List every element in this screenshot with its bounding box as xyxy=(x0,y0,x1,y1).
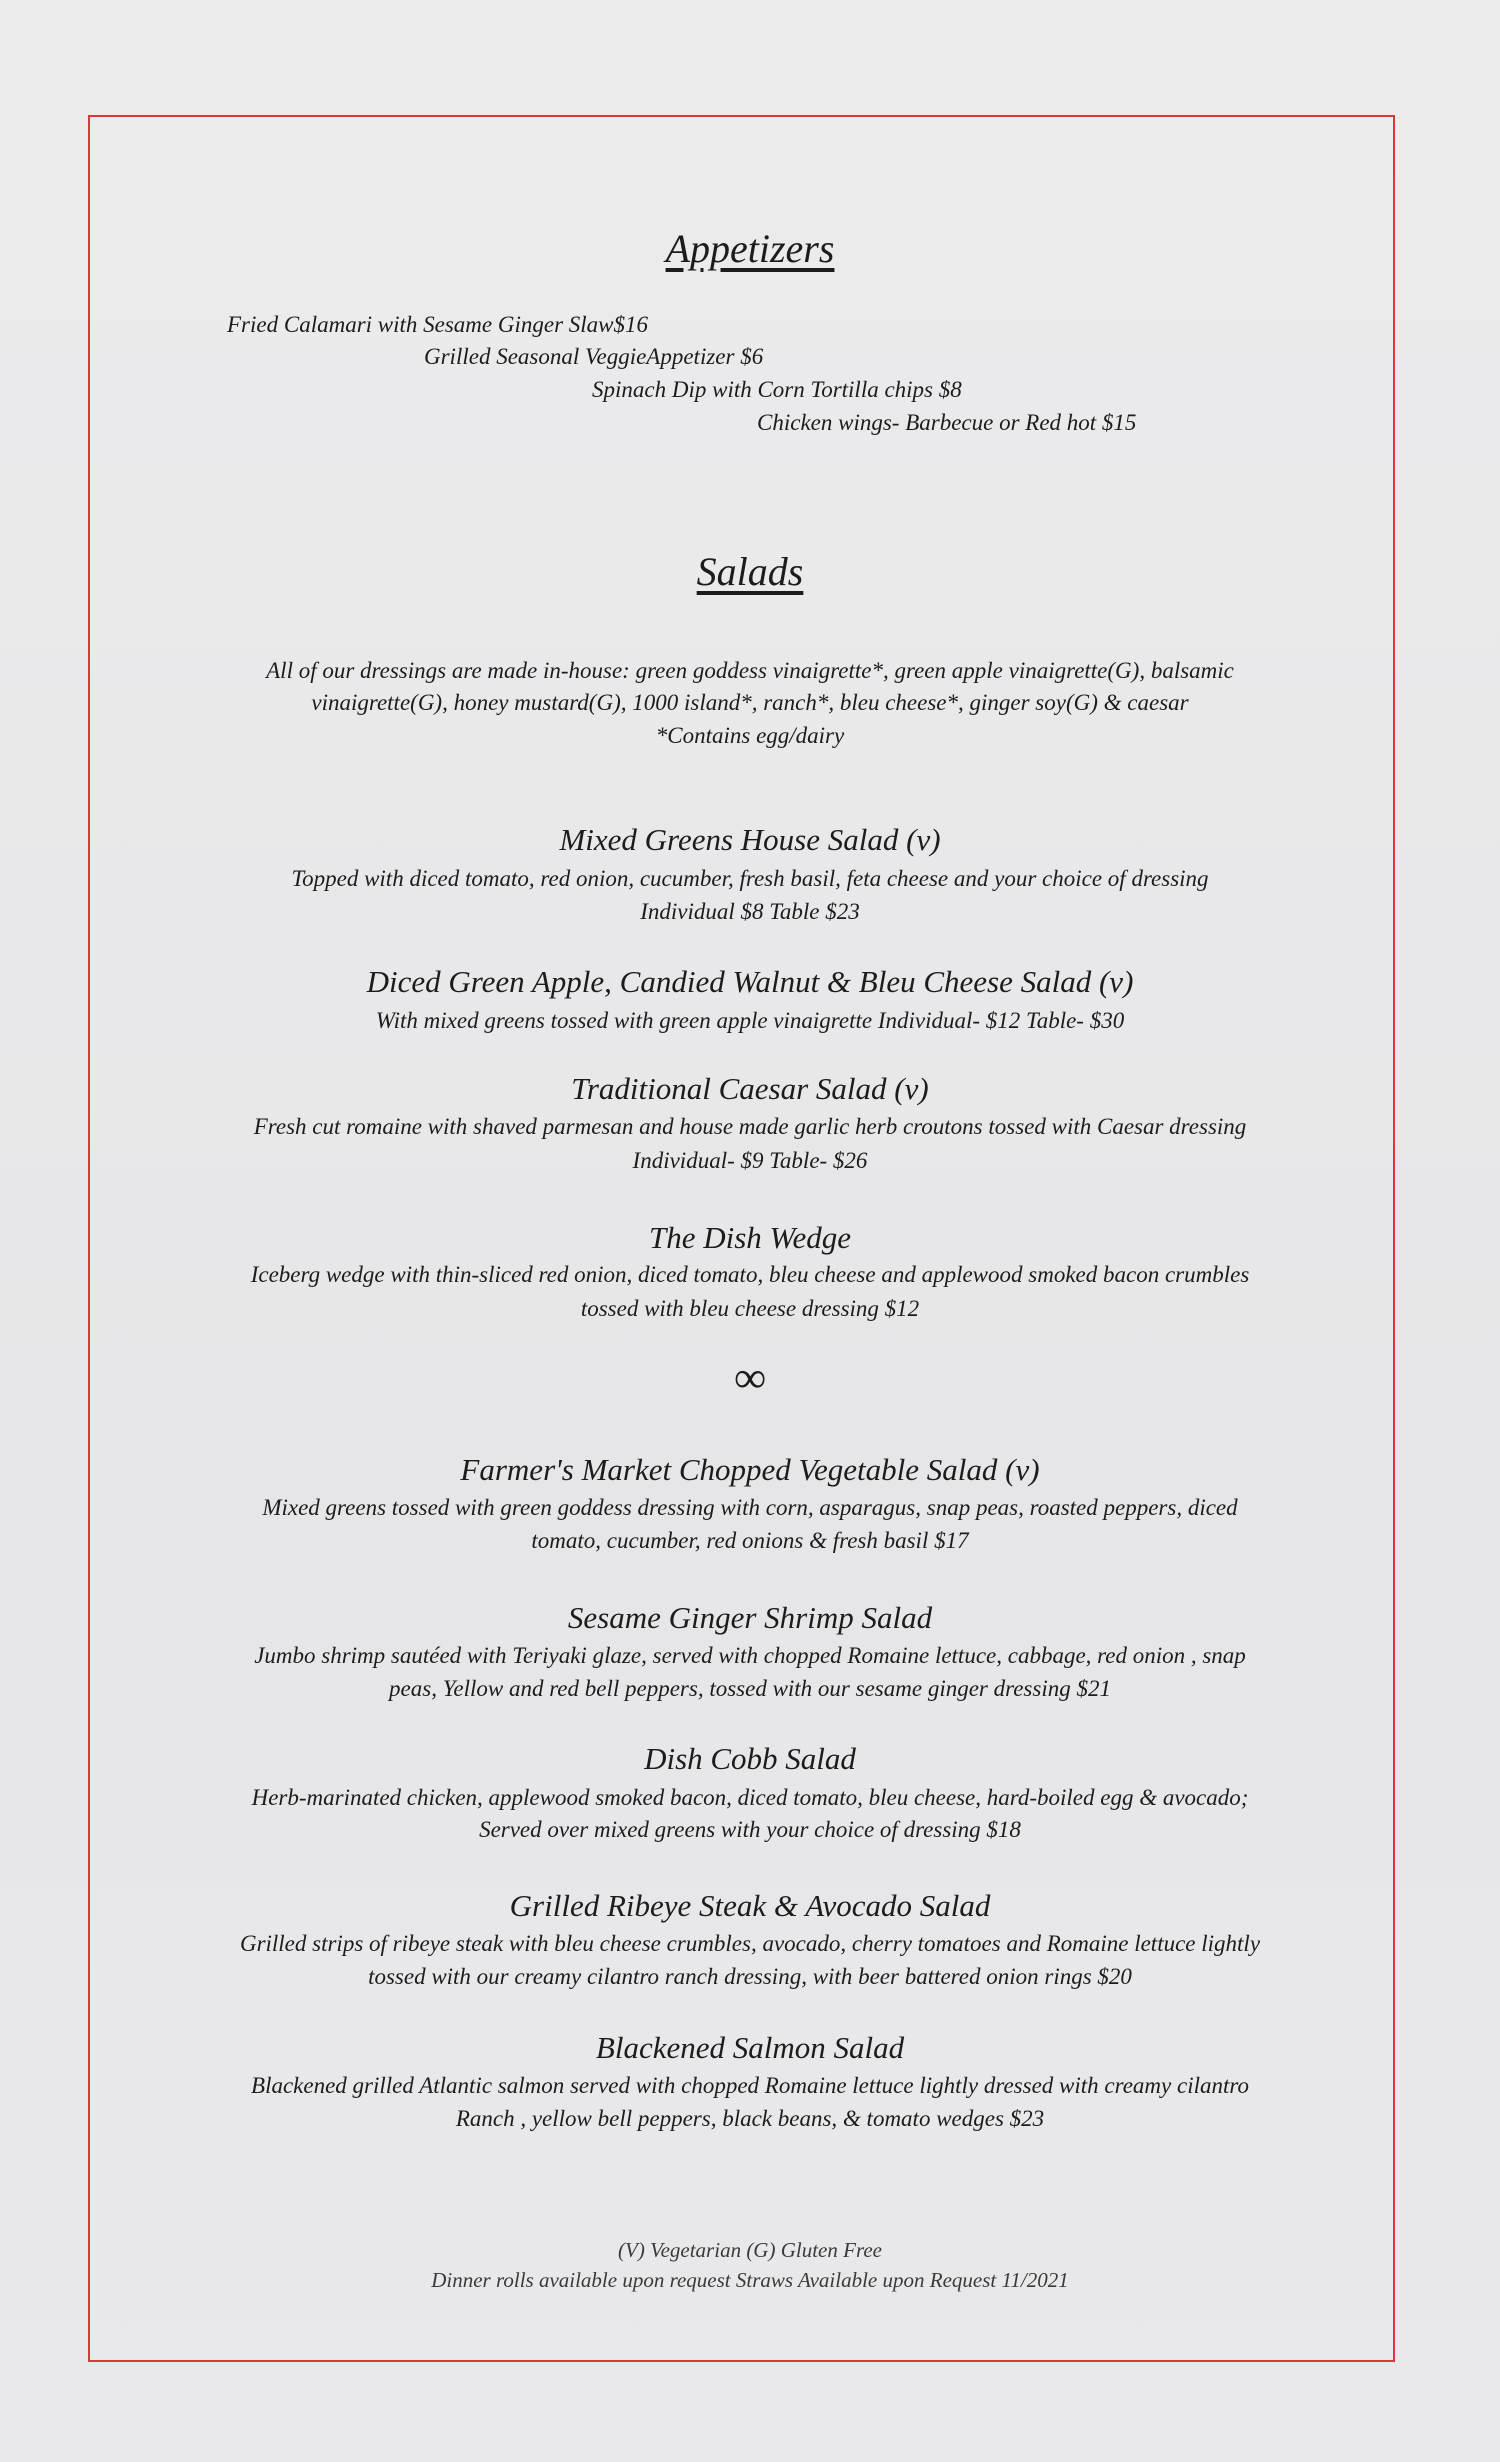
dish-name: Mixed Greens House Salad (v) xyxy=(559,822,941,857)
dish-description: Ranch , yellow bell peppers, black beans, & tomato wedges $23 xyxy=(455,2106,1045,2131)
dish-name: Dish Cobb Salad xyxy=(644,1741,856,1776)
dish-name: Farmer's Market Chopped Vegetable Salad (v) xyxy=(460,1452,1040,1487)
dish-description: Blackened grilled Atlantic salmon served with chopped Romaine lettuce lightly dressed with creamy cilantro xyxy=(251,2073,1249,2098)
appetizer-item: Fried Calamari with Sesame Ginger Slaw$16 xyxy=(227,312,649,337)
dish-name: Diced Green Apple, Candied Walnut & Bleu Cheese Salad (v) xyxy=(366,964,1134,999)
appetizer-item: Chicken wings- Barbecue or Red hot $15 xyxy=(757,410,1137,435)
dish-description: tossed with bleu cheese dressing $12 xyxy=(580,1296,920,1321)
allergen-note: *Contains egg/dairy xyxy=(655,723,845,748)
dish-description: Herb-marinated chicken, applewood smoked bacon, diced tomato, bleu cheese, hard-boiled egg & avocado; xyxy=(251,1785,1249,1810)
dish-description: Fresh cut romaine with shaved parmesan and house made garlic herb croutons tossed with Caesar dressing xyxy=(253,1114,1247,1139)
dish-description: tomato, cucumber, red onions & fresh basil $17 xyxy=(531,1528,969,1553)
appetizer-item: Grilled Seasonal VeggieAppetizer $6 xyxy=(424,344,764,369)
footer-note: Dinner rolls available upon request Straws Available upon Request 11/2021 xyxy=(431,2268,1069,2292)
dish-name: The Dish Wedge xyxy=(648,1220,852,1255)
dish-description: Topped with diced tomato, red onion, cucumber, fresh basil, feta cheese and your choice of dressing xyxy=(291,866,1209,891)
dish-price: Individual- $9 Table- $26 xyxy=(632,1148,868,1173)
dish-name: Grilled Ribeye Steak & Avocado Salad xyxy=(509,1888,991,1923)
dish-price: Individual $8 Table $23 xyxy=(640,899,860,924)
dish-name: Sesame Ginger Shrimp Salad xyxy=(567,1600,933,1635)
dish-description: peas, Yellow and red bell peppers, tossed with our sesame ginger dressing $21 xyxy=(389,1676,1111,1701)
salads-heading: Salads xyxy=(696,549,804,594)
dish-description: tossed with our creamy cilantro ranch dressing, with beer battered onion rings $20 xyxy=(368,1964,1132,1989)
dish-description: With mixed greens tossed with green apple vinaigrette Individual- $12 Table- $30 xyxy=(375,1008,1125,1033)
appetizers-heading: Appetizers xyxy=(665,226,835,271)
dietary-legend: (V) Vegetarian (G) Gluten Free xyxy=(618,2238,882,2262)
dish-description: Jumbo shrimp sautéed with Teriyaki glaze, served with chopped Romaine lettuce, cabbage, red onion , snap xyxy=(254,1643,1246,1668)
dish-description: Mixed greens tossed with green goddess dressing with corn, asparagus, snap peas, roasted peppers, diced xyxy=(262,1495,1238,1520)
dish-name: Blackened Salmon Salad xyxy=(595,2030,905,2065)
dish-name: Traditional Caesar Salad (v) xyxy=(571,1071,929,1106)
dressings-intro-line: All of our dressings are made in-house: green goddess vinaigrette*, green apple vinaigrette(G), balsamic xyxy=(266,658,1234,683)
dish-description: Served over mixed greens with your choice of dressing $18 xyxy=(479,1817,1021,1842)
appetizer-item: Spinach Dip with Corn Tortilla chips $8 xyxy=(592,377,962,402)
dish-description: Grilled strips of ribeye steak with bleu cheese crumbles, avocado, cherry tomatoes and Romaine lettuce lightly xyxy=(239,1931,1261,1956)
infinity-ornament-icon: ∞ xyxy=(734,1353,766,1402)
dressings-intro-line: vinaigrette(G), honey mustard(G), 1000 island*, ranch*, bleu cheese*, ginger soy(G) & caesar xyxy=(311,690,1189,715)
dish-description: Iceberg wedge with thin-sliced red onion, diced tomato, bleu cheese and applewood smoked bacon crumbles xyxy=(250,1262,1250,1287)
